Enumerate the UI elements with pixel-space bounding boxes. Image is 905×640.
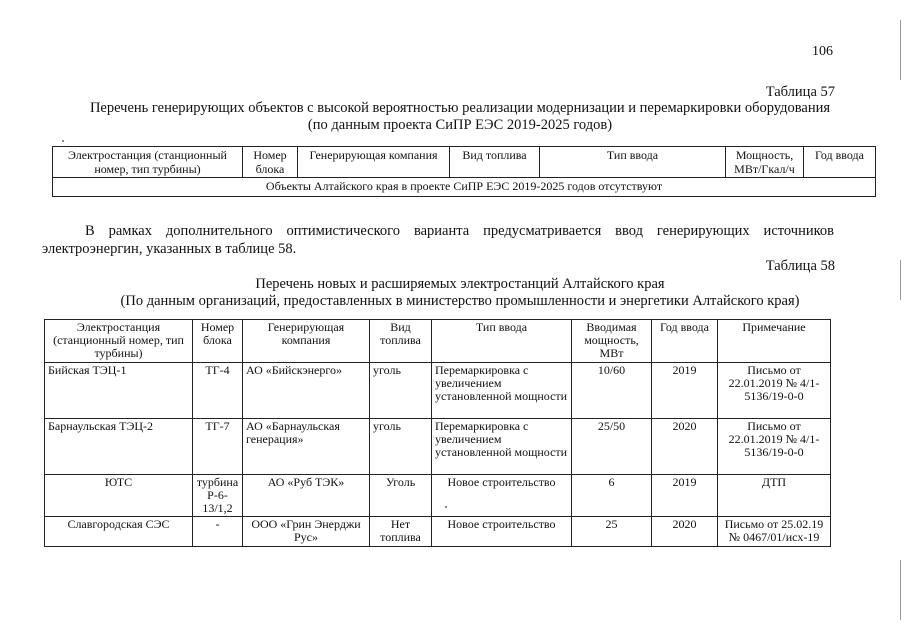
table-58-subtitle: (По данным организаций, предоставленных в министерство промышленности и энергетики Алтайского края) — [120, 293, 800, 309]
table-57-subtitle: (по данным проекта СиПР ЕЭС 2019-2025 годов) — [307, 117, 613, 133]
cell-station: Барнаульская ТЭЦ-2 — [45, 419, 193, 475]
cell-power: 25 — [572, 517, 652, 547]
cell-station: Славгородская СЭС — [45, 517, 193, 547]
table-57-header-row — [53, 147, 876, 178]
header-cell: Год ввода — [652, 320, 718, 363]
cell-fuel: Нет топлива — [370, 517, 432, 547]
table-row — [45, 517, 831, 547]
cell-fuel: уголь — [370, 419, 432, 475]
scan-margin-mark — [900, 20, 901, 80]
scan-margin-mark — [900, 560, 901, 620]
cell-unit: ТГ-4 — [193, 363, 243, 419]
cell-power: 6 — [572, 475, 652, 517]
cell-type: Новое строительство — [432, 475, 572, 517]
cell-company: АО «Бийскэнерго» — [243, 363, 370, 419]
cell-note: Письмо от 25.02.19 № 0467/01/исх-19 — [718, 517, 831, 547]
table-row — [45, 475, 831, 517]
header-cell: Год ввода — [804, 147, 876, 178]
header-cell: Вводимая мощность, МВт — [572, 320, 652, 363]
cell-company: ООО «Грин Энерджи Рус» — [243, 517, 370, 547]
cell-note: Письмо от 22.01.2019 № 4/1-5136/19-0-0 — [718, 419, 831, 475]
cell-year: 2020 — [652, 517, 718, 547]
span-cell: Объекты Алтайского края в проекте СиПР ЕЭС 2019-2025 годов отсутствуют — [53, 178, 876, 197]
cell-company: АО «Барнаульская генерация» — [243, 419, 370, 475]
cell-type: Новое строительство — [432, 517, 572, 547]
cell-year: 2019 — [652, 475, 718, 517]
table-58-header-row — [45, 320, 831, 363]
table-57-title: Перечень генерирующих объектов с высокой вероятностью реализации модернизации и перемаркировки оборудования — [89, 100, 831, 116]
table-57-span-row — [53, 178, 876, 197]
table-58-label: Таблица 58 — [765, 258, 835, 274]
table-row — [45, 363, 831, 419]
header-cell: Номер блока — [193, 320, 243, 363]
scan-dot — [445, 506, 447, 508]
header-cell: Тип ввода — [540, 147, 726, 178]
table-57 — [52, 146, 876, 197]
cell-fuel: Уголь — [370, 475, 432, 517]
header-cell: Вид топлива — [370, 320, 432, 363]
cell-unit: ТГ-7 — [193, 419, 243, 475]
cell-power: 10/60 — [572, 363, 652, 419]
table-row — [45, 419, 831, 475]
cell-type: Перемаркировка с увеличением установленной мощности — [432, 363, 572, 419]
cell-note: Письмо от 22.01.2019 № 4/1-5136/19-0-0 — [718, 363, 831, 419]
header-cell: Генерирующая компания — [298, 147, 450, 178]
header-cell: Вид топлива — [450, 147, 540, 178]
cell-company: АО «Руб ТЭК» — [243, 475, 370, 517]
header-cell: Номер блока — [243, 147, 298, 178]
scan-dot — [62, 140, 64, 142]
header-cell: Генерирующая компания — [243, 320, 370, 363]
page-number: 106 — [812, 44, 833, 59]
header-cell: Электростанция (станционный номер, тип турбины) — [45, 320, 193, 363]
cell-fuel: уголь — [370, 363, 432, 419]
scan-margin-mark — [900, 260, 901, 300]
cell-station: ЮТС — [45, 475, 193, 517]
table-57-label: Таблица 57 — [765, 84, 835, 100]
body-paragraph: В рамках дополнительного оптимистического варианта предусматривается ввод генерирующих источников электроэнергин, указанных в таблице 58. — [42, 223, 834, 257]
cell-note: ДТП — [718, 475, 831, 517]
table-58 — [44, 319, 831, 547]
table-58-title: Перечень новых и расширяемых электростанций Алтайского края — [255, 276, 665, 292]
cell-station: Бийская ТЭЦ-1 — [45, 363, 193, 419]
header-cell: Тип ввода — [432, 320, 572, 363]
cell-unit: - — [193, 517, 243, 547]
cell-year: 2019 — [652, 363, 718, 419]
header-cell: Мощность, МВт/Гкал/ч — [726, 147, 804, 178]
header-cell: Электростанция (станционный номер, тип турбины) — [53, 147, 243, 178]
cell-unit: турбина Р-6-13/1,2 — [193, 475, 243, 517]
cell-year: 2020 — [652, 419, 718, 475]
header-cell: Примечание — [718, 320, 831, 363]
cell-power: 25/50 — [572, 419, 652, 475]
cell-type: Перемаркировка с увеличением установленной мощности — [432, 419, 572, 475]
